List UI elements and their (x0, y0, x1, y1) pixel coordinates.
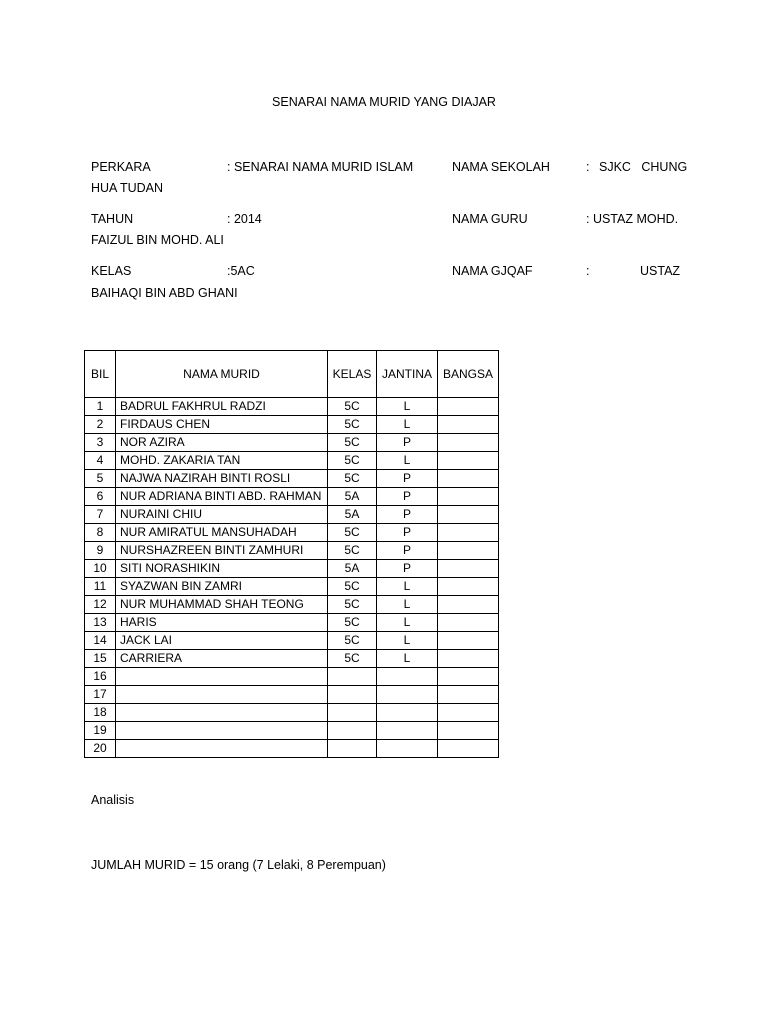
cell-nama-murid (116, 722, 328, 740)
table-row (85, 632, 499, 650)
cell-jantina: P (377, 524, 438, 542)
table-row (85, 668, 499, 686)
cell-jantina: P (377, 434, 438, 452)
cell-kelas (328, 686, 377, 704)
cell-bangsa (438, 632, 499, 650)
cell-bangsa (438, 452, 499, 470)
cell-kelas: 5A (328, 560, 377, 578)
cell-nama-murid: JACK LAI (116, 632, 328, 650)
cell-jantina (377, 740, 438, 758)
cell-kelas (328, 740, 377, 758)
cell-bil: 14 (85, 632, 116, 650)
cell-bil: 3 (85, 434, 116, 452)
cell-bangsa (438, 650, 499, 668)
cell-jantina: P (377, 542, 438, 560)
cell-kelas: 5A (328, 488, 377, 506)
cell-kelas: 5C (328, 398, 377, 416)
sekolah-value-cont: HUA TUDAN (91, 181, 164, 195)
cell-nama-murid: SITI NORASHIKIN (116, 560, 328, 578)
cell-kelas: 5C (328, 614, 377, 632)
cell-jantina (377, 722, 438, 740)
cell-nama-murid: CARRIERA (116, 650, 328, 668)
student-table (84, 350, 499, 758)
cell-nama-murid (116, 704, 328, 722)
sekolah-value: SJKC CHUNG (599, 160, 688, 174)
cell-kelas: 5C (328, 542, 377, 560)
cell-nama-murid: NURAINI CHIU (116, 506, 328, 524)
table-row (85, 488, 499, 506)
cell-bangsa (438, 488, 499, 506)
cell-bangsa (438, 560, 499, 578)
cell-kelas (328, 668, 377, 686)
cell-nama-murid: NAJWA NAZIRAH BINTI ROSLI (116, 470, 328, 488)
cell-nama-murid: MOHD. ZAKARIA TAN (116, 452, 328, 470)
header-jantina: JANTINA (377, 351, 438, 398)
cell-jantina: P (377, 560, 438, 578)
cell-kelas: 5C (328, 632, 377, 650)
cell-bil: 17 (85, 686, 116, 704)
cell-bangsa (438, 596, 499, 614)
cell-bil: 10 (85, 560, 116, 578)
cell-bil: 6 (85, 488, 116, 506)
gjqaf-value-cont: BAIHAQI BIN ABD GHANI (91, 286, 238, 300)
cell-nama-murid: NUR MUHAMMAD SHAH TEONG (116, 596, 328, 614)
cell-nama-murid: SYAZWAN BIN ZAMRI (116, 578, 328, 596)
gjqaf-colon: : (586, 264, 590, 278)
cell-bangsa (438, 416, 499, 434)
cell-jantina: P (377, 470, 438, 488)
perkara-value: : SENARAI NAMA MURID ISLAM (227, 160, 414, 174)
cell-jantina (377, 668, 438, 686)
table-row (85, 578, 499, 596)
cell-bil: 12 (85, 596, 116, 614)
cell-jantina (377, 704, 438, 722)
cell-nama-murid: NURSHAZREEN BINTI ZAMHURI (116, 542, 328, 560)
gjqaf-label: NAMA GJQAF (452, 264, 533, 278)
cell-nama-murid (116, 668, 328, 686)
cell-nama-murid (116, 686, 328, 704)
kelas-label: KELAS (91, 264, 132, 278)
table-row (85, 398, 499, 416)
cell-bil: 9 (85, 542, 116, 560)
table-row (85, 650, 499, 668)
cell-bil: 18 (85, 704, 116, 722)
cell-kelas: 5C (328, 596, 377, 614)
cell-nama-murid: NUR ADRIANA BINTI ABD. RAHMAN (116, 488, 328, 506)
table-row (85, 434, 499, 452)
perkara-label: PERKARA (91, 160, 151, 174)
cell-bil: 16 (85, 668, 116, 686)
jumlah-murid: JUMLAH MURID = 15 orang (7 Lelaki, 8 Perempuan) (91, 858, 386, 872)
cell-jantina: L (377, 452, 438, 470)
table-row (85, 452, 499, 470)
cell-jantina: L (377, 650, 438, 668)
cell-kelas: 5C (328, 452, 377, 470)
table-row (85, 560, 499, 578)
cell-nama-murid: FIRDAUS CHEN (116, 416, 328, 434)
cell-kelas: 5C (328, 650, 377, 668)
cell-bil: 7 (85, 506, 116, 524)
cell-bangsa (438, 704, 499, 722)
cell-kelas: 5A (328, 506, 377, 524)
cell-jantina: L (377, 596, 438, 614)
cell-bil: 15 (85, 650, 116, 668)
sekolah-label: NAMA SEKOLAH (452, 160, 550, 174)
table-row (85, 686, 499, 704)
cell-jantina: P (377, 506, 438, 524)
cell-bangsa (438, 506, 499, 524)
cell-bangsa (438, 668, 499, 686)
cell-bangsa (438, 434, 499, 452)
table-row (85, 416, 499, 434)
cell-bil: 2 (85, 416, 116, 434)
cell-bangsa (438, 740, 499, 758)
cell-bil: 11 (85, 578, 116, 596)
cell-nama-murid: NUR AMIRATUL MANSUHADAH (116, 524, 328, 542)
cell-kelas (328, 704, 377, 722)
cell-jantina: L (377, 416, 438, 434)
cell-bangsa (438, 686, 499, 704)
table-row (85, 740, 499, 758)
table-row (85, 722, 499, 740)
cell-kelas: 5C (328, 434, 377, 452)
cell-kelas: 5C (328, 416, 377, 434)
cell-jantina (377, 686, 438, 704)
cell-nama-murid: BADRUL FAKHRUL RADZI (116, 398, 328, 416)
cell-bangsa (438, 524, 499, 542)
cell-bil: 13 (85, 614, 116, 632)
header-nama-murid: NAMA MURID (116, 351, 328, 398)
guru-value: : USTAZ MOHD. (586, 212, 679, 226)
table-row (85, 470, 499, 488)
cell-bil: 4 (85, 452, 116, 470)
cell-nama-murid (116, 740, 328, 758)
header-bil: BIL (85, 351, 116, 398)
page-title: SENARAI NAMA MURID YANG DIAJAR (272, 95, 496, 109)
cell-bil: 20 (85, 740, 116, 758)
analisis-label: Analisis (91, 793, 135, 807)
cell-nama-murid: HARIS (116, 614, 328, 632)
cell-jantina: P (377, 488, 438, 506)
table-row (85, 542, 499, 560)
cell-jantina: L (377, 632, 438, 650)
cell-kelas: 5C (328, 470, 377, 488)
sekolah-colon: : (586, 160, 590, 174)
header-bangsa: BANGSA (438, 351, 499, 398)
cell-bil: 5 (85, 470, 116, 488)
cell-bil: 1 (85, 398, 116, 416)
cell-nama-murid: NOR AZIRA (116, 434, 328, 452)
cell-bangsa (438, 542, 499, 560)
table-row (85, 614, 499, 632)
table-row (85, 704, 499, 722)
cell-bangsa (438, 578, 499, 596)
guru-value-cont: FAIZUL BIN MOHD. ALI (91, 233, 224, 247)
cell-kelas (328, 722, 377, 740)
cell-bangsa (438, 614, 499, 632)
gjqaf-value: USTAZ (640, 264, 681, 278)
table-row (85, 506, 499, 524)
cell-kelas: 5C (328, 578, 377, 596)
cell-jantina: L (377, 578, 438, 596)
cell-bangsa (438, 398, 499, 416)
cell-kelas: 5C (328, 524, 377, 542)
kelas-value: :5AC (227, 264, 255, 278)
cell-bil: 8 (85, 524, 116, 542)
cell-jantina: L (377, 614, 438, 632)
table-header-row (85, 351, 499, 398)
table-row (85, 524, 499, 542)
tahun-label: TAHUN (91, 212, 134, 226)
guru-label: NAMA GURU (452, 212, 528, 226)
tahun-value: : 2014 (227, 212, 262, 226)
cell-jantina: L (377, 398, 438, 416)
table-row (85, 596, 499, 614)
cell-bil: 19 (85, 722, 116, 740)
header-kelas: KELAS (328, 351, 377, 398)
cell-bangsa (438, 470, 499, 488)
cell-bangsa (438, 722, 499, 740)
